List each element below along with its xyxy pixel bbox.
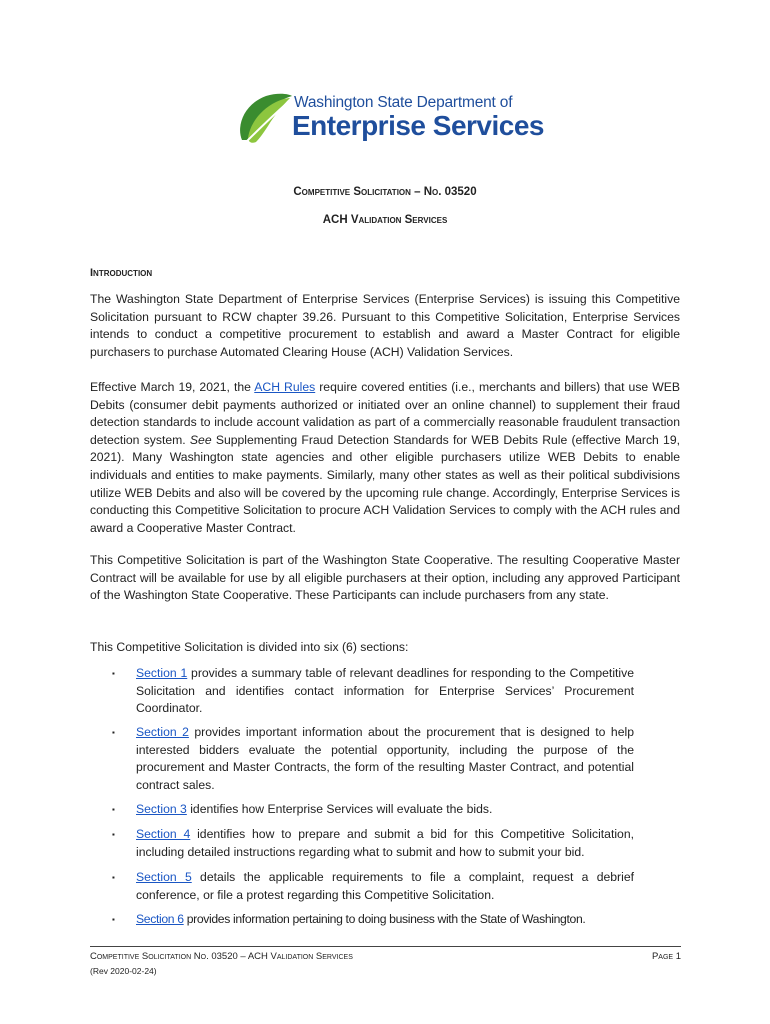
section-1-link[interactable]: Section 1 — [136, 666, 188, 680]
bullet-icon: ▪ — [112, 805, 115, 814]
section-4-description: identifies how to prepare and submit a bid for this Competitive Solicitation, including detailed instructions regarding what to submit and how to submit your bid. — [136, 827, 634, 859]
solicitation-subtitle: ACH Validation Services — [322, 214, 448, 226]
bullet-icon: ▪ — [112, 915, 115, 924]
section-6-link[interactable]: Section 6 — [136, 912, 184, 926]
footer-divider — [90, 946, 681, 947]
p2-text-mid: require covered entities (i.e., merchants and billers) that use WEB Debits (consumer debit payments authorized or initiated over an online channel) to supplement their fraud detection standards to include account validation as part of a commercially reasonable fraudulent transaction detection system. — [90, 380, 681, 447]
introduction-heading: Introduction — [90, 267, 153, 279]
section-2-description: provides important information about the procurement that is designed to help interested bidders evaluate the potential opportunity, including the purpose of the procurement and Master Contracts, the form of the resulting Master Contract, and potential contract sales. — [136, 725, 634, 792]
section-5-description: details the applicable requirements to file a complaint, request a debrief conference, or file a protest regarding this Competitive Solicitation. — [136, 870, 634, 902]
des-logo — [234, 90, 544, 150]
des-leaf-logo-icon — [234, 90, 296, 148]
bullet-icon: ▪ — [112, 728, 115, 737]
footer-revision: (Rev 2020-02-24) — [90, 966, 157, 976]
section-5-link[interactable]: Section 5 — [136, 870, 192, 884]
bullet-icon: ▪ — [112, 830, 115, 839]
footer-page-number: Page 1 — [651, 951, 681, 962]
logo-line-department: Washington State Department of — [294, 94, 513, 111]
footer-document-title: Competitive Solicitation No. 03520 – ACH Validation Services — [90, 951, 353, 962]
section-3-link[interactable]: Section 3 — [136, 802, 187, 816]
p2-see: See — [189, 432, 212, 447]
p2-text-before: Effective March 19, 2021, the — [90, 380, 255, 394]
logo-line-enterprise-services: Enterprise Services — [292, 110, 544, 141]
solicitation-title: Competitive Solicitation – No. 03520 — [293, 186, 477, 198]
section-1-description: provides a summary table of relevant deadlines for responding to the Competitive Solicitation and identifies contact information for Enterprise Services’ Procurement Coordinator. — [136, 666, 634, 716]
section-2-link[interactable]: Section 2 — [136, 725, 189, 739]
intro-paragraph-1: The Washington State Department of Enterprise Services (Enterprise Services) is issuing this Competitive Solicitation pursuant to RCW chapter 39.26. Pursuant to this Competitive Solicitation, Enterprise Services intends to conduct a competitive procurement to establish and award a Master Contract for eligible purchasers to purchase Automated Clearing House (ACH) Validation Services. — [90, 292, 680, 359]
p2-text-after: Supplementing Fraud Detection Standards for WEB Debits Rule (effective March 19, 2021). Many Washington state agencies and other eligible purchasers utilize WEB Debits to enable individuals and entities to make payments. Similarly, many other states as well as their political subdivisions utilize WEB Debits and also will be covered by the upcoming rule change. Accordingly, Enterprise Services is conducting this Competitive Solicitation to procure ACH Validation Services to comply with the ACH rules and award a Cooperative Master Contract. — [90, 432, 680, 535]
ach-rules-link[interactable]: ACH Rules — [254, 380, 316, 394]
section-6-description: provides information pertaining to doing business with the State of Washington. — [183, 912, 586, 926]
section-4-link[interactable]: Section 4 — [136, 827, 191, 841]
intro-paragraph-2 — [90, 379, 680, 537]
bullet-icon: ▪ — [112, 669, 115, 678]
section-3-description: identifies how Enterprise Services will evaluate the bids. — [186, 802, 493, 816]
bullet-icon: ▪ — [112, 873, 115, 882]
intro-paragraph-4: This Competitive Solicitation is divided into six (6) sections: — [90, 640, 409, 654]
intro-paragraph-3: This Competitive Solicitation is part of the Washington State Cooperative. The resulting Cooperative Master Contract will be available for use by all eligible purchasers at their option, including any approved Participant of the Washington State Cooperative. These Participants can include purchasers from any state. — [90, 553, 680, 603]
